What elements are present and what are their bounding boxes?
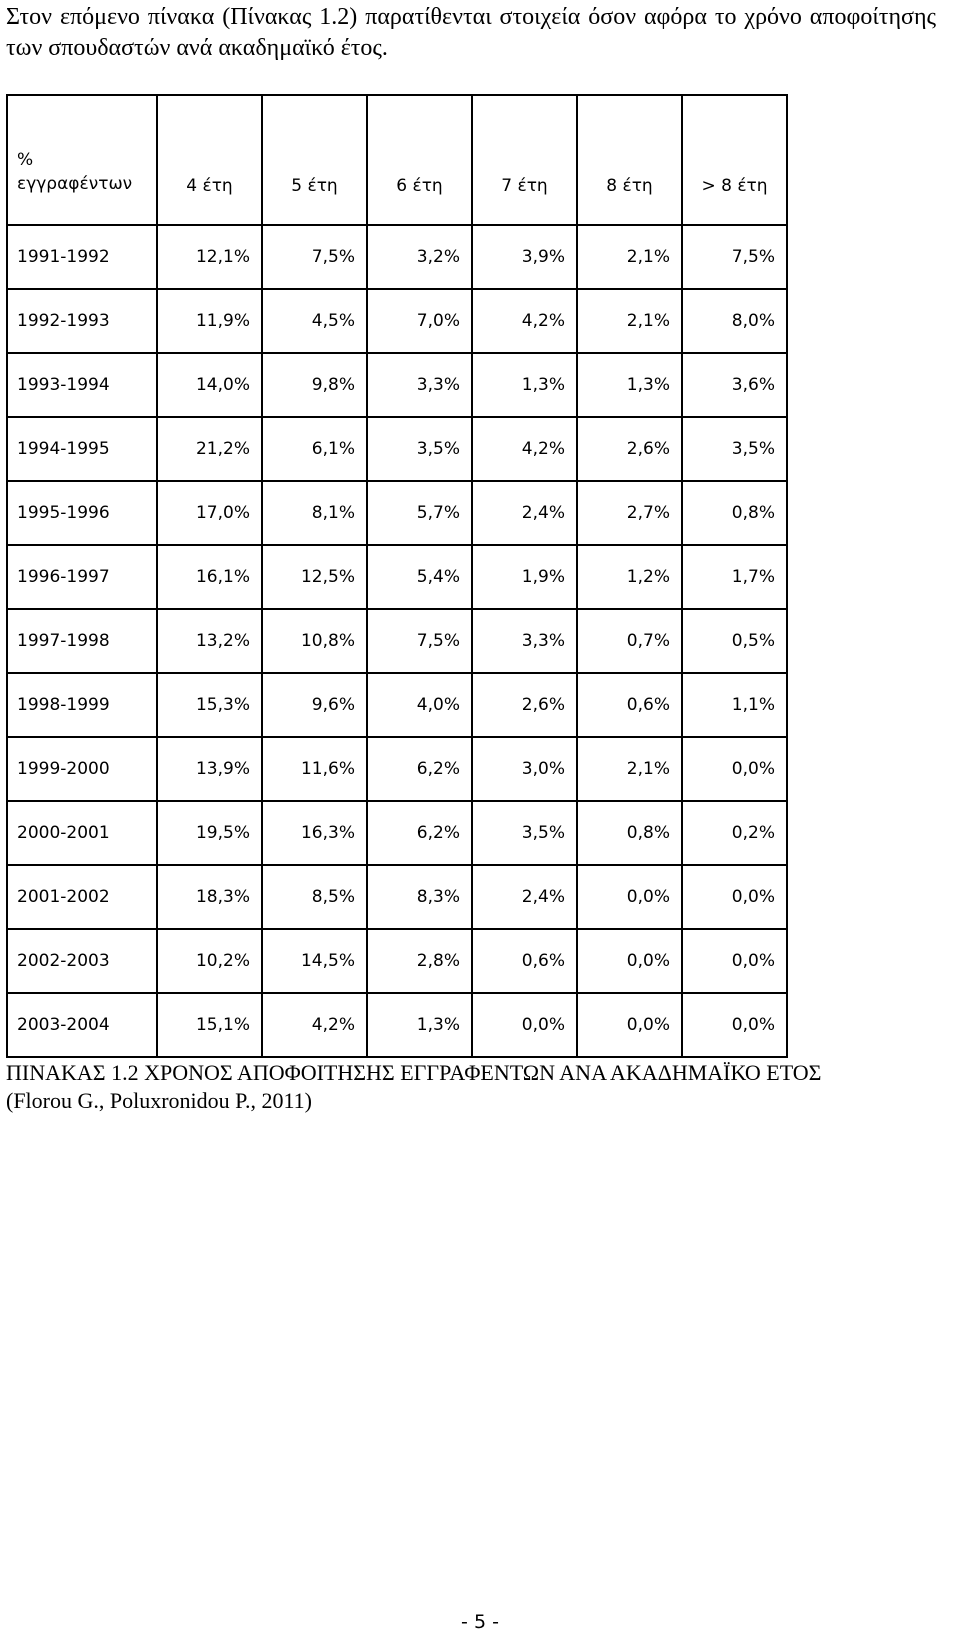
value-cell: 18,3% xyxy=(157,865,262,929)
value-cell: 9,6% xyxy=(262,673,367,737)
value-cell: 11,9% xyxy=(157,289,262,353)
value-cell: 3,2% xyxy=(367,225,472,289)
value-cell: 0,8% xyxy=(682,481,787,545)
intro-paragraph: Στον επόμενο πίνακα (Πίνακας 1.2) παρατίθενται στοιχεία όσον αφόρα το χρόνο αποφοίτησης των σπουδαστών ανά ακαδημαϊκό έτος. xyxy=(6,4,936,61)
value-cell: 15,1% xyxy=(157,993,262,1057)
value-cell: 1,2% xyxy=(577,545,682,609)
value-cell: 2,4% xyxy=(472,865,577,929)
value-cell: 14,5% xyxy=(262,929,367,993)
header-first-cell xyxy=(7,95,157,225)
header-percent: % xyxy=(17,150,34,170)
table-header-row xyxy=(7,95,787,225)
header-enrolled: εγγραφέντων xyxy=(17,174,133,194)
column-header: 4 έτη xyxy=(157,95,262,225)
caption-title: ΠΙΝΑΚΑΣ 1.2 ΧΡΟΝΟΣ ΑΠΟΦΟΙΤΗΣΗΣ ΕΓΓΡΑΦΕΝΤΩΝ ΑΝΑ ΑΚΑΔΗΜΑΪΚΟ ΕΤΟΣ xyxy=(6,1060,822,1085)
value-cell: 8,1% xyxy=(262,481,367,545)
value-cell: 0,2% xyxy=(682,801,787,865)
value-cell: 7,5% xyxy=(367,609,472,673)
value-cell: 1,3% xyxy=(367,993,472,1057)
value-cell: 4,2% xyxy=(262,993,367,1057)
value-cell: 2,6% xyxy=(472,673,577,737)
value-cell: 3,6% xyxy=(682,353,787,417)
page-number: - 5 - xyxy=(461,1611,499,1633)
value-cell: 3,5% xyxy=(682,417,787,481)
table-row xyxy=(7,225,787,289)
value-cell: 2,4% xyxy=(472,481,577,545)
row-year-cell: 1991-1992 xyxy=(7,225,157,289)
value-cell: 13,2% xyxy=(157,609,262,673)
value-cell: 2,8% xyxy=(367,929,472,993)
value-cell: 19,5% xyxy=(157,801,262,865)
value-cell: 8,5% xyxy=(262,865,367,929)
value-cell: 9,8% xyxy=(262,353,367,417)
value-cell: 8,3% xyxy=(367,865,472,929)
row-year-cell: 1999-2000 xyxy=(7,737,157,801)
value-cell: 2,1% xyxy=(577,225,682,289)
value-cell: 2,7% xyxy=(577,481,682,545)
table-row xyxy=(7,673,787,737)
value-cell: 7,5% xyxy=(682,225,787,289)
value-cell: 0,5% xyxy=(682,609,787,673)
value-cell: 11,6% xyxy=(262,737,367,801)
table-row xyxy=(7,417,787,481)
table-row xyxy=(7,993,787,1057)
value-cell: 6,2% xyxy=(367,737,472,801)
value-cell: 6,2% xyxy=(367,801,472,865)
value-cell: 14,0% xyxy=(157,353,262,417)
value-cell: 0,8% xyxy=(577,801,682,865)
value-cell: 0,7% xyxy=(577,609,682,673)
table-row xyxy=(7,289,787,353)
value-cell: 12,1% xyxy=(157,225,262,289)
graduation-time-table xyxy=(6,94,788,1058)
table-caption xyxy=(6,1059,946,1115)
value-cell: 6,1% xyxy=(262,417,367,481)
table-row xyxy=(7,481,787,545)
row-year-cell: 1996-1997 xyxy=(7,545,157,609)
caption-source: (Florou G., Poluxronidou P., 2011) xyxy=(6,1088,312,1113)
value-cell: 3,3% xyxy=(367,353,472,417)
row-year-cell: 1992-1993 xyxy=(7,289,157,353)
value-cell: 0,6% xyxy=(577,673,682,737)
row-year-cell: 2001-2002 xyxy=(7,865,157,929)
value-cell: 1,3% xyxy=(577,353,682,417)
value-cell: 13,9% xyxy=(157,737,262,801)
value-cell: 2,1% xyxy=(577,737,682,801)
row-year-cell: 1994-1995 xyxy=(7,417,157,481)
column-header: 6 έτη xyxy=(367,95,472,225)
value-cell: 0,6% xyxy=(472,929,577,993)
value-cell: 10,8% xyxy=(262,609,367,673)
value-cell: 4,2% xyxy=(472,417,577,481)
value-cell: 3,0% xyxy=(472,737,577,801)
value-cell: 0,0% xyxy=(577,993,682,1057)
value-cell: 0,0% xyxy=(682,929,787,993)
value-cell: 7,0% xyxy=(367,289,472,353)
value-cell: 4,2% xyxy=(472,289,577,353)
column-header: > 8 έτη xyxy=(682,95,787,225)
row-year-cell: 1993-1994 xyxy=(7,353,157,417)
value-cell: 0,0% xyxy=(577,865,682,929)
table-row xyxy=(7,929,787,993)
table-row xyxy=(7,801,787,865)
table-row xyxy=(7,865,787,929)
row-year-cell: 2000-2001 xyxy=(7,801,157,865)
value-cell: 3,5% xyxy=(472,801,577,865)
value-cell: 1,9% xyxy=(472,545,577,609)
value-cell: 5,7% xyxy=(367,481,472,545)
value-cell: 10,2% xyxy=(157,929,262,993)
value-cell: 1,7% xyxy=(682,545,787,609)
value-cell: 0,0% xyxy=(682,865,787,929)
row-year-cell: 1995-1996 xyxy=(7,481,157,545)
row-year-cell: 2002-2003 xyxy=(7,929,157,993)
value-cell: 2,1% xyxy=(577,289,682,353)
value-cell: 16,3% xyxy=(262,801,367,865)
value-cell: 4,0% xyxy=(367,673,472,737)
value-cell: 8,0% xyxy=(682,289,787,353)
value-cell: 3,3% xyxy=(472,609,577,673)
value-cell: 7,5% xyxy=(262,225,367,289)
value-cell: 0,0% xyxy=(472,993,577,1057)
value-cell: 5,4% xyxy=(367,545,472,609)
row-year-cell: 1998-1999 xyxy=(7,673,157,737)
value-cell: 3,9% xyxy=(472,225,577,289)
value-cell: 0,0% xyxy=(577,929,682,993)
value-cell: 3,5% xyxy=(367,417,472,481)
value-cell: 2,6% xyxy=(577,417,682,481)
value-cell: 1,3% xyxy=(472,353,577,417)
table-row xyxy=(7,609,787,673)
value-cell: 15,3% xyxy=(157,673,262,737)
column-header: 5 έτη xyxy=(262,95,367,225)
value-cell: 1,1% xyxy=(682,673,787,737)
column-header: 7 έτη xyxy=(472,95,577,225)
table-row xyxy=(7,545,787,609)
row-year-cell: 1997-1998 xyxy=(7,609,157,673)
table-row xyxy=(7,353,787,417)
value-cell: 4,5% xyxy=(262,289,367,353)
row-year-cell: 2003-2004 xyxy=(7,993,157,1057)
value-cell: 0,0% xyxy=(682,993,787,1057)
value-cell: 17,0% xyxy=(157,481,262,545)
value-cell: 0,0% xyxy=(682,737,787,801)
value-cell: 16,1% xyxy=(157,545,262,609)
table-row xyxy=(7,737,787,801)
column-header: 8 έτη xyxy=(577,95,682,225)
value-cell: 21,2% xyxy=(157,417,262,481)
value-cell: 12,5% xyxy=(262,545,367,609)
